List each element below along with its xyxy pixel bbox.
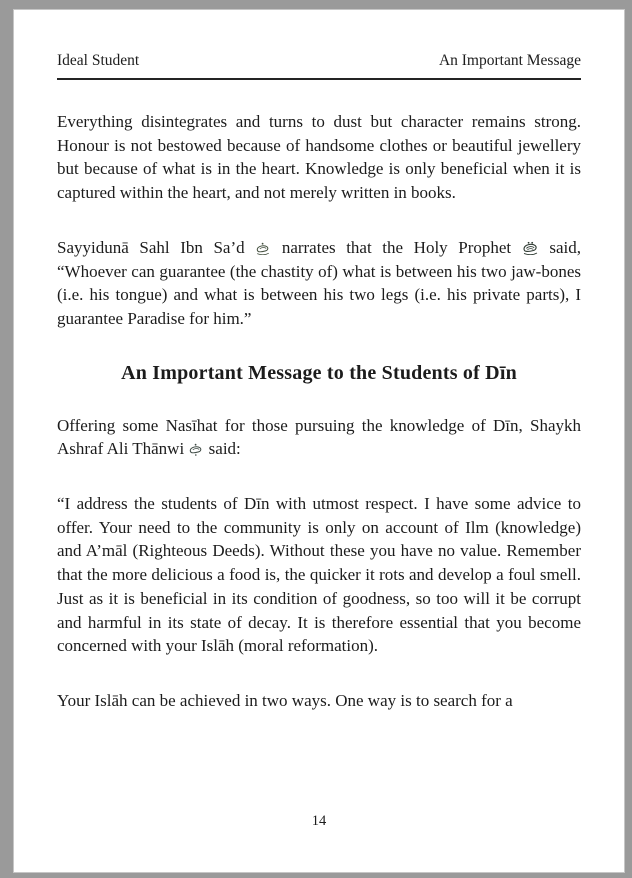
running-header (57, 10, 581, 80)
running-header-left: Ideal Student (57, 52, 140, 69)
page-number: 14 (311, 813, 327, 829)
paragraph-3 (57, 414, 581, 461)
section-heading: An Important Message to the Students of Dīn (121, 361, 517, 384)
paragraph-5: Your Islāh can be achieved in two ways. One way is to search for a (57, 690, 513, 710)
paragraph-4: “I address the students of Dīn with utmost respect. I have some advice to offer. Your need to the community is only on account of Ilm (knowledge) and A’māl (Righteous Deeds). Without these you have no value. Remember that the more delicious a food is, the quicker it rots and develop a foul smell. Just as it is beneficial in its condition of goodness, so too will it be corrupt and harmful in its state of decay. It is therefore essential that you become concerned with your Islāh (moral reformation). (57, 494, 581, 656)
honorific-sallallahu-alayhi-wasallam-icon (522, 241, 539, 255)
page-body (57, 110, 581, 713)
book-page (14, 10, 624, 872)
running-header-right: An Important Message (438, 52, 581, 69)
paragraph-2-text-b: narrates that the Holy Prophet (271, 237, 522, 257)
paragraph-3-text-a: Offering some Nasīhat for those pursuing the knowledge of Dīn, Shaykh Ashraf Ali Thānwi (57, 415, 581, 459)
honorific-rahimahullah-icon (188, 443, 204, 456)
paragraph-2 (57, 236, 581, 331)
paragraph-2-text-a: Sayyidunā Sahl Ibn Sa’d (57, 237, 256, 257)
paragraph-2-text-c: said, “Whoever can guarantee (the chastity of) what is between his two jaw-bones (i.e. his tongue) and what is between his two legs (i.e. his private parts), I guarantee Paradise for him.” (57, 237, 581, 328)
honorific-radiallahu-anhu-icon (255, 242, 271, 255)
paragraph-1: Everything disintegrates and turns to dust but character remains strong. Honour is not bestowed because of handsome clothes or beautiful jewellery but because of what is in the heart. Knowledge is only beneficial when it is captured within the heart, and not merely written in books. (57, 112, 581, 203)
paragraph-3-text-b: said: (204, 439, 241, 459)
